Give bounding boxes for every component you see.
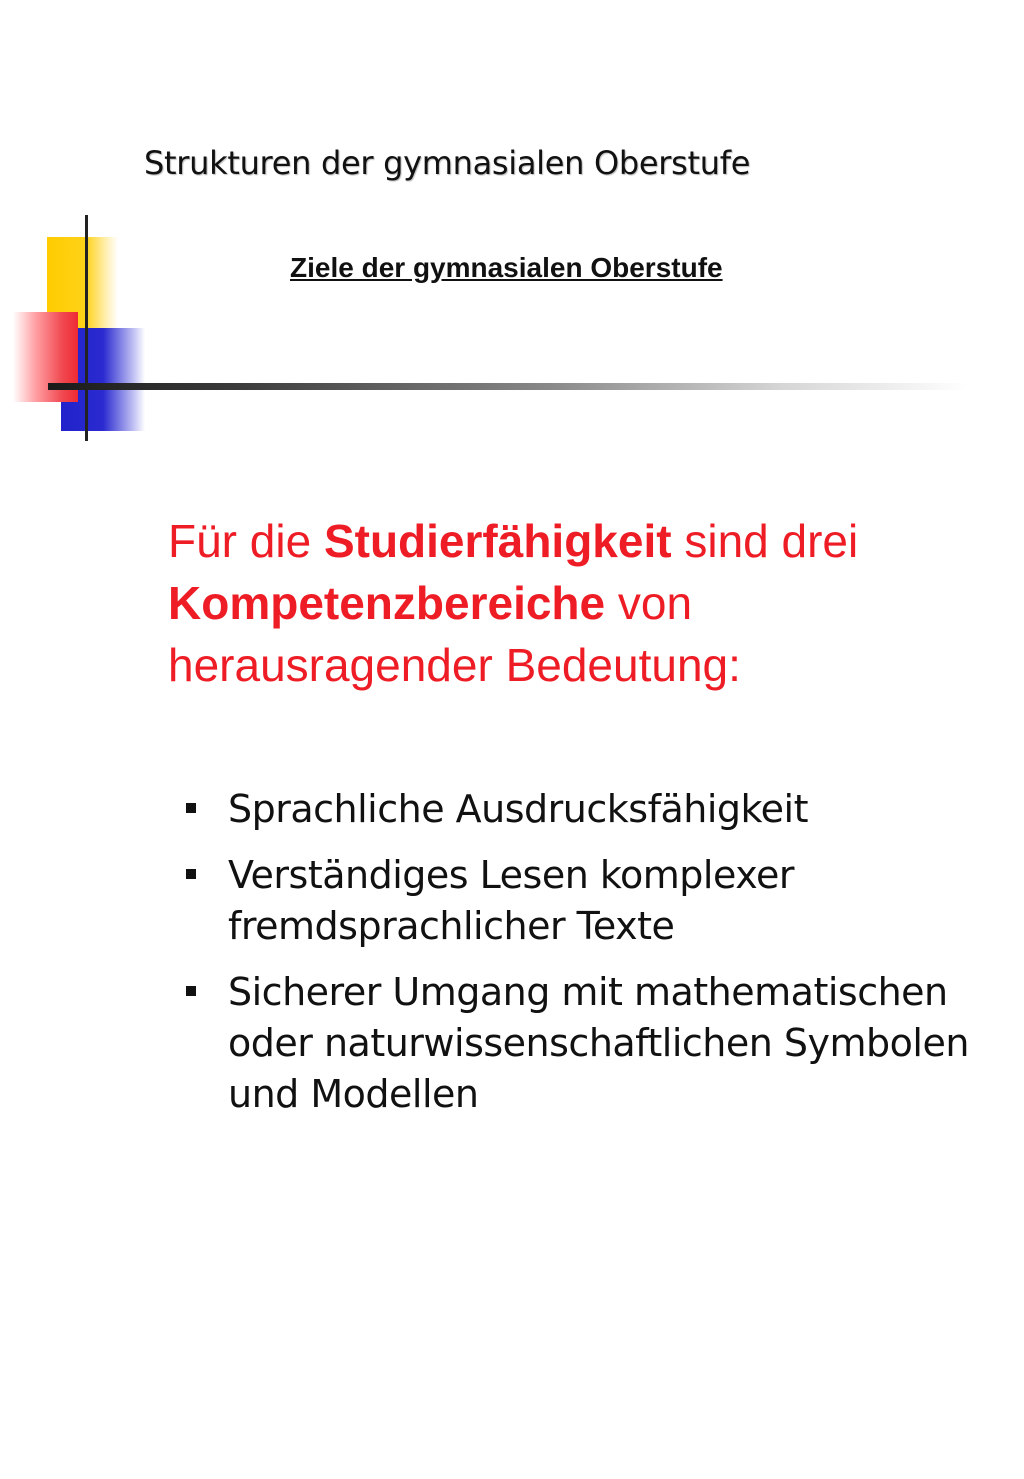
list-item — [186, 967, 1006, 1120]
intro-emphasis-studierfaehigkeit: Studierfähigkeit — [323, 515, 672, 567]
intro-text-part-2: sind drei — [671, 515, 859, 567]
slide-logo-decoration — [0, 0, 1024, 460]
intro-text-part-1: Für die — [168, 515, 324, 567]
square-bullet-icon — [186, 869, 196, 879]
square-bullet-icon — [186, 986, 196, 996]
intro-paragraph — [168, 510, 968, 696]
square-bullet-icon — [186, 803, 196, 813]
list-item-text: Verständiges Lesen komplexer fremdsprachlicher Texte — [228, 853, 795, 948]
competence-list — [186, 784, 1006, 1135]
logo-vertical-line — [85, 215, 88, 441]
title-divider-line — [48, 383, 968, 390]
slide-subtitle: Ziele der gymnasialen Oberstufe — [290, 252, 723, 283]
list-item — [186, 850, 1006, 952]
list-item-text: Sprachliche Ausdrucksfähigkeit — [228, 787, 808, 831]
page-header-title: Strukturen der gymnasialen Oberstufe — [144, 144, 751, 182]
list-item — [186, 784, 1006, 835]
intro-text-part-3: von herausragender Bedeutung: — [168, 577, 741, 691]
list-item-text: Sicherer Umgang mit mathematischen oder naturwissenschaftlichen Symbolen und Modellen — [228, 970, 969, 1116]
intro-emphasis-kompetenzbereiche: Kompetenzbereiche — [168, 577, 606, 629]
